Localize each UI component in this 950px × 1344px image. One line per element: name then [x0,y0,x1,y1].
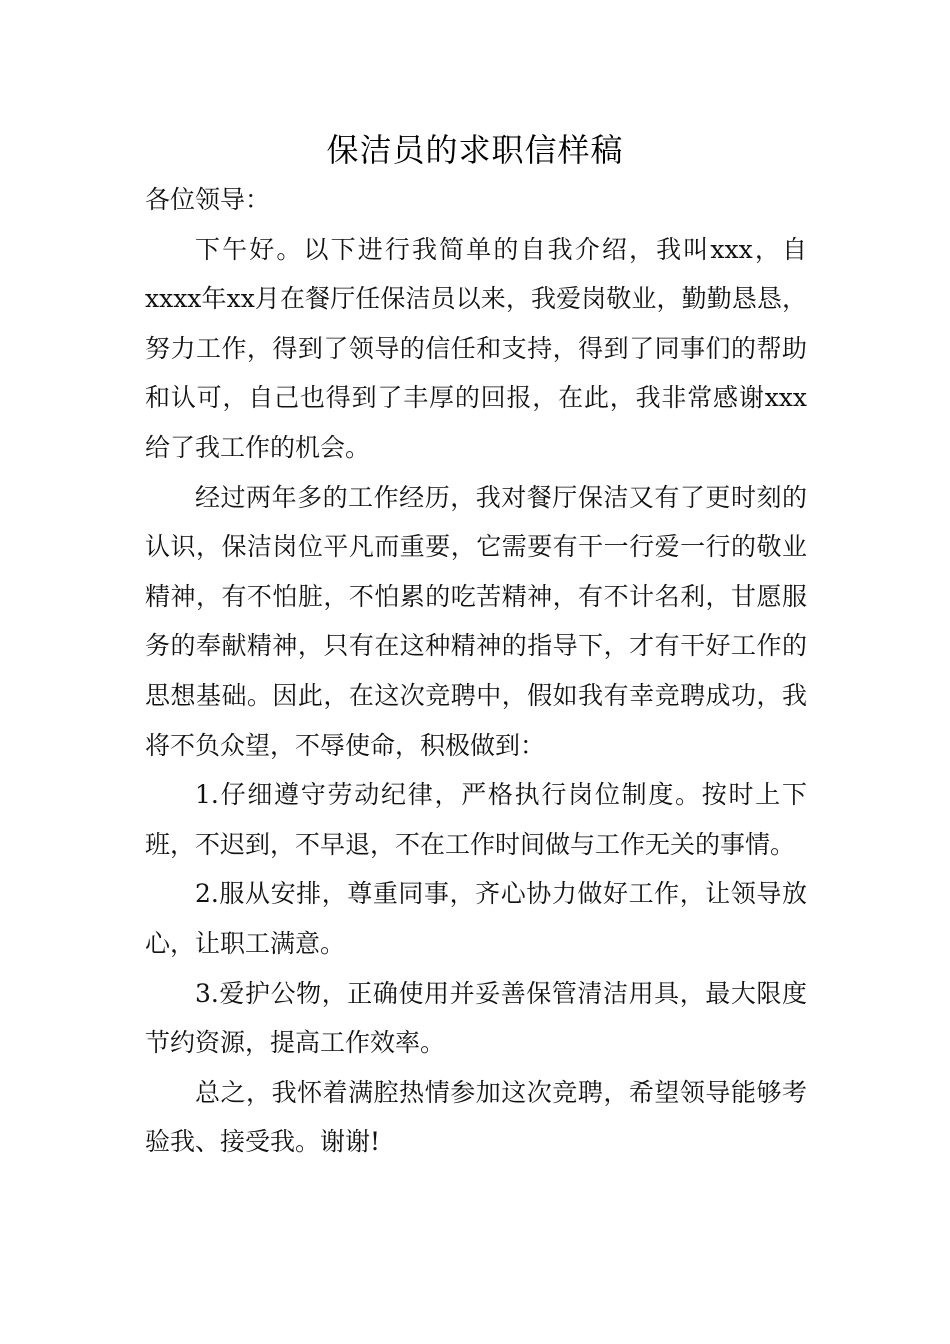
paragraph-closing: 总之，我怀着满腔热情参加这次竞聘，希望领导能够考验我、接受我。谢谢! [145,1077,807,1157]
paragraph-experience: 经过两年多的工作经历，我对餐厅保洁又有了更时刻的认识，保洁岗位平凡而重要，它需要有干一行爱一行的敬业精神，有不怕脏，不怕累的吃苦精神，有不计名利，甘愿服务的奉献精神，只有在这种精神的指导下，才有干好工作的思想基础。因此，在这次竞聘中，假如我有幸竞聘成功，我将不负众望，不辱使命，积极做到： [145,482,807,760]
paragraph-item-3: 3.爱护公物，正确使用并妥善保管清洁用具，最大限度节约资源，提高工作效率。 [145,978,807,1058]
document-body [145,175,807,1167]
paragraph-item-1: 1.仔细遵守劳动纪律，严格执行岗位制度。按时上下班，不迟到，不早退，不在工作时间做与工作无关的事情。 [145,780,807,859]
document-title: 保洁员的求职信样稿 [326,131,624,169]
paragraph-intro: 下午好。以下进行我简单的自我介绍，我叫xxx，自xxxx年xx月在餐厅任保洁员以来，我爱岗敬业，勤勤恳恳，努力工作，得到了领导的信任和支持，得到了同事们的帮助和认可，自己也得到了丰厚的回报，在此，我非常感谢xxx给了我工作的机会。 [145,234,807,462]
salutation: 各位领导： [145,185,271,214]
paragraph-item-2: 2.服从安排，尊重同事，齐心协力做好工作，让领导放心，让职工满意。 [145,879,807,958]
